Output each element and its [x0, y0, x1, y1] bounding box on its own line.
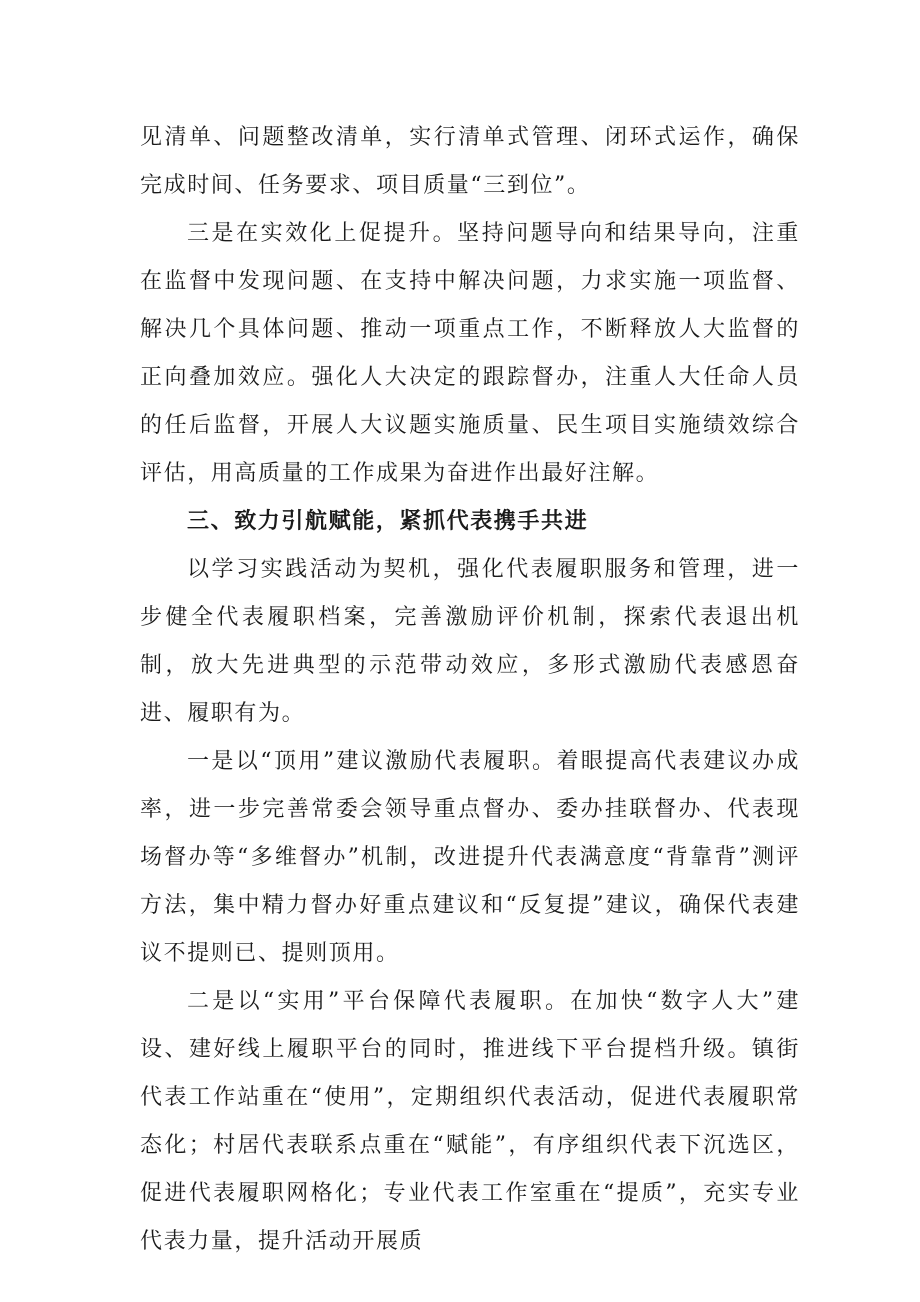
paragraph-platforms: 二是以“实用”平台保障代表履职。在加快“数字人大”建设、建好线上履职平台的同时，推进线下平台提档升级。镇街代表工作站重在“使用”，定期组织代表活动，促进代表履职常态化；村居代表联系点重在“赋能”，有序组织代表下沉选区，促进代表履职网格化；专业代表工作室重在“提质”，充实专业代表力量，提升活动开展质	[140, 989, 800, 1254]
paragraph-section-intro: 以学习实践活动为契机，强化代表履职服务和管理，进一步健全代表履职档案，完善激励评价机制，探索代表退出机制，放大先进典型的示范带动效应，多形式激励代表感恩奋进、履职有为。	[140, 557, 800, 726]
paragraph-effectiveness: 三是在实效化上促提升。坚持问题导向和结果导向，注重在监督中发现问题、在支持中解决问题，力求实施一项监督、解决几个具体问题、推动一项重点工作，不断释放人大监督的正向叠加效应。强化人大决定的跟踪督办，注重人大任命人员的任后监督，开展人大议题实施质量、民生项目实施绩效综合评估，用高质量的工作成果为奋进作出最好注解。	[140, 221, 800, 486]
paragraph-suggestions: 一是以“顶用”建议激励代表履职。着眼提高代表建议办成率，进一步完善常委会领导重点督办、委办挂联督办、代表现场督办等“多维督办”机制，改进提升代表满意度“背靠背”测评方法，集中精力督办好重点建议和“反复提”建议，确保代表建议不提则已、提则顶用。	[140, 749, 800, 966]
paragraph-continuation: 见清单、问题整改清单，实行清单式管理、闭环式运作，确保完成时间、任务要求、项目质量“三到位”。	[140, 125, 800, 198]
section-heading-three: 三、致力引航赋能，紧抓代表携手共进	[187, 509, 589, 534]
document-body	[140, 114, 800, 1266]
